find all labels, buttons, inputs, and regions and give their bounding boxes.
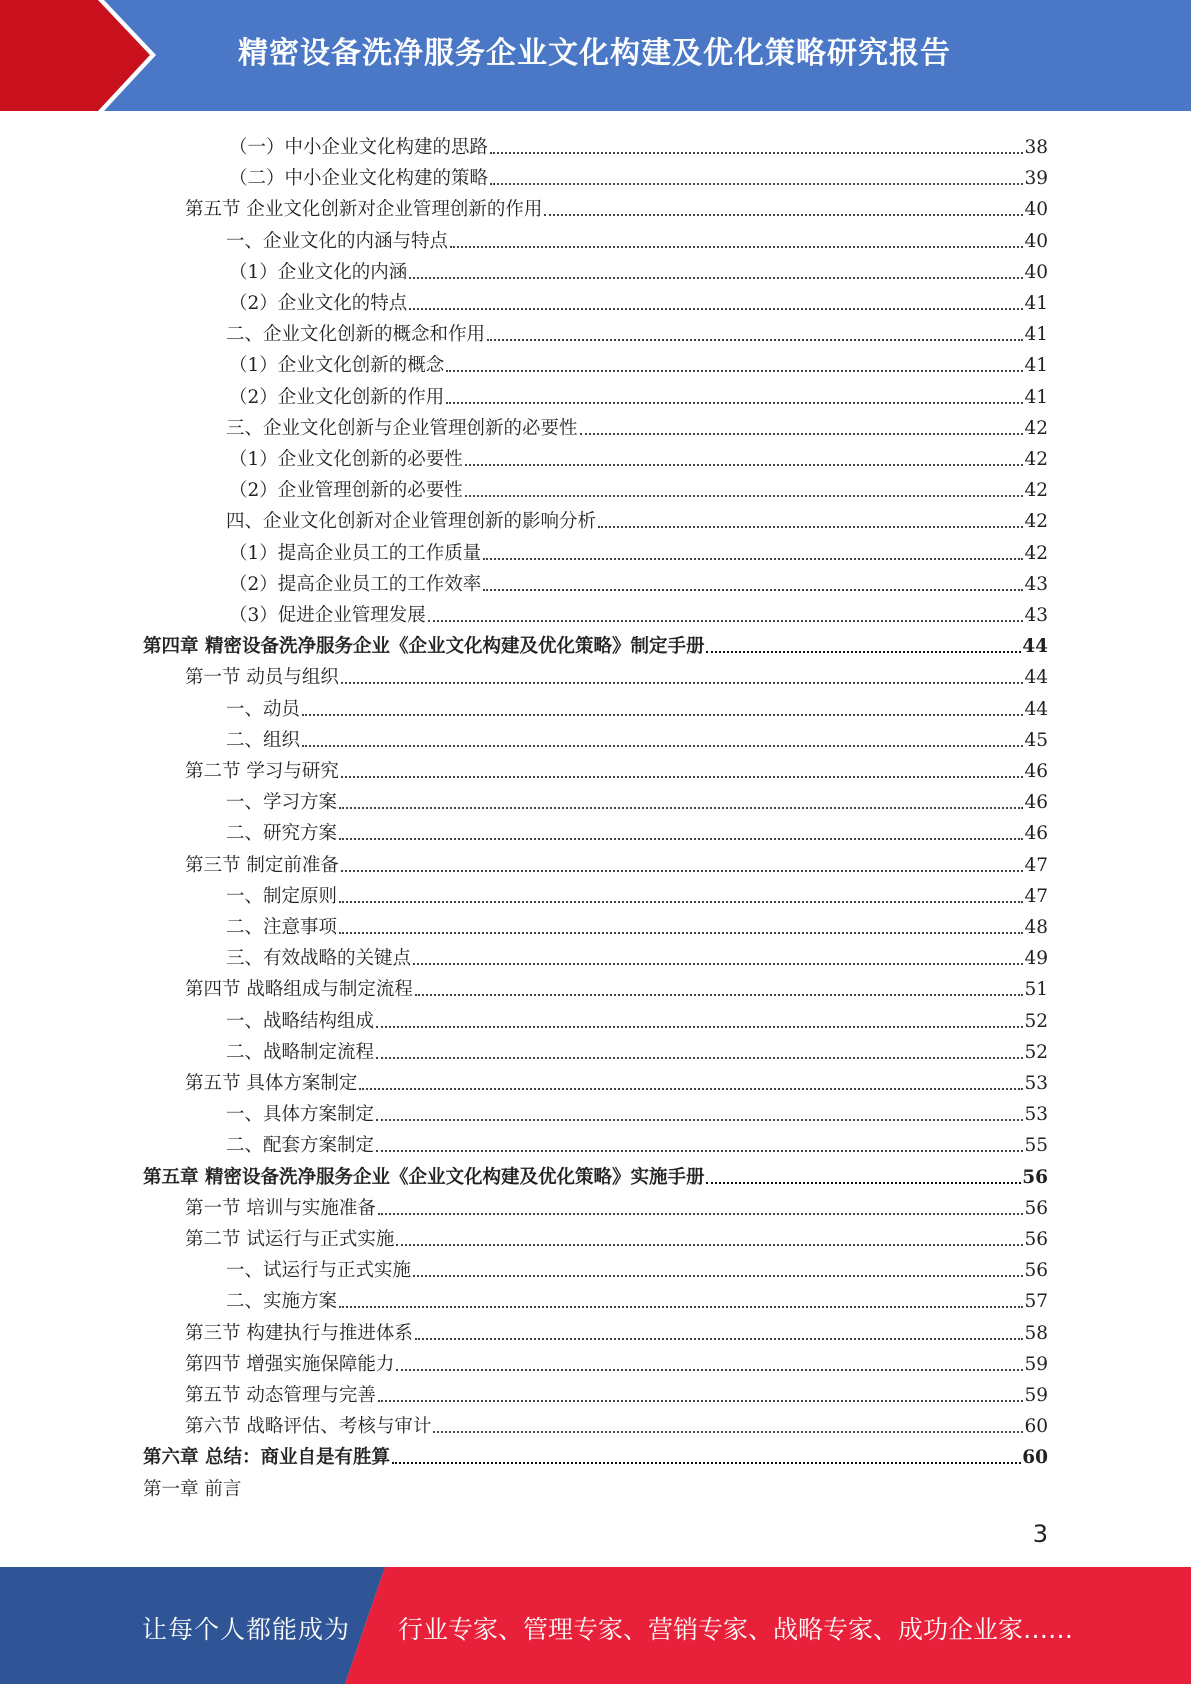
toc-entry-title: （1）企业文化创新的必要性 [229,449,463,470]
toc-entry-title: 二、配套方案制定 [226,1135,375,1156]
toc-entry[interactable] [226,721,1048,752]
toc-entry-page: 41 [1024,355,1048,376]
footer-slogan-left: 让每个人都能成为 [142,1615,351,1644]
toc-entry-title: 一、制定原则 [226,886,338,907]
toc-entry[interactable] [143,1438,1048,1469]
toc-dot-leader [376,1025,1023,1028]
toc-entry[interactable] [226,1282,1048,1313]
toc-entry-title: 三、企业文化创新与企业管理创新的必要性 [226,418,578,439]
toc-entry-title: 第一章 前言 [143,1479,242,1500]
toc-entry[interactable] [185,1220,1048,1251]
toc-entry-page: 46 [1024,792,1048,813]
toc-entry-title: （1）提高企业员工的工作质量 [229,543,482,564]
toc-entry-page: 52 [1024,1042,1048,1063]
toc-dot-leader [446,369,1023,372]
document-title: 精密设备洗净服务企业文化构建及优化策略研究报告 [238,36,951,71]
toc-dot-leader [339,931,1023,934]
toc-entry[interactable] [229,596,1048,627]
toc-entry[interactable] [226,1251,1048,1282]
toc-entry[interactable] [185,1345,1048,1376]
toc-entry[interactable] [185,1064,1048,1095]
toc-entry[interactable] [226,939,1048,970]
toc-dot-leader [706,650,1021,653]
toc-entry[interactable] [185,846,1048,877]
toc-dot-leader [378,1212,1024,1215]
toc-entry-title: 第一节 培训与实施准备 [185,1198,376,1219]
toc-dot-leader [544,213,1023,216]
toc-entry-title: 第四节 增强实施保障能力 [185,1354,395,1375]
toc-entry-title: 第三节 构建执行与推进体系 [185,1323,413,1344]
toc-entry-page: 49 [1024,948,1048,969]
toc-entry-title: （2）企业管理创新的必要性 [229,480,463,501]
toc-dot-leader [490,182,1023,185]
toc-entry-title: （二）中小企业文化构建的策略 [229,168,489,189]
toc-dot-leader [483,557,1023,560]
toc-entry-page: 44 [1022,636,1048,657]
toc-entry[interactable] [229,565,1048,596]
toc-dot-leader [465,463,1024,466]
toc-entry-title: 第二节 学习与研究 [185,761,339,782]
toc-entry-page: 40 [1024,199,1048,220]
toc-entry-page: 59 [1024,1385,1048,1406]
toc-entry[interactable] [229,128,1048,159]
toc-entry-page: 44 [1024,667,1048,688]
toc-entry-page: 56 [1024,1198,1048,1219]
toc-entry[interactable] [143,627,1048,658]
toc-entry-title: 第五节 具体方案制定 [185,1073,358,1094]
toc-dot-leader [450,245,1023,248]
toc-dot-leader [415,993,1024,996]
toc-entry-page: 47 [1024,886,1048,907]
toc-entry-page: 46 [1024,761,1048,782]
toc-entry[interactable] [229,471,1048,502]
toc-dot-leader [339,837,1023,840]
toc-dot-leader [413,1274,1023,1277]
toc-entry-title: 一、具体方案制定 [226,1104,375,1125]
toc-entry-title: 二、研究方案 [226,823,338,844]
toc-entry[interactable] [185,1314,1048,1345]
toc-entry[interactable] [226,1033,1048,1064]
toc-dot-leader [376,1149,1023,1152]
toc-entry[interactable] [229,253,1048,284]
toc-entry-title: 一、试运行与正式实施 [226,1260,412,1281]
toc-dot-leader [339,900,1023,903]
toc-entry-title: （2）提高企业员工的工作效率 [229,574,482,595]
toc-entry-title: 一、动员 [226,699,301,720]
toc-entry[interactable] [185,1407,1048,1438]
toc-entry[interactable] [185,970,1048,1001]
toc-entry-page: 38 [1024,137,1048,158]
toc-entry[interactable] [185,752,1048,783]
toc-entry-page: 57 [1024,1291,1048,1312]
toc-dot-leader [483,588,1023,591]
toc-entry-title: 一、企业文化的内涵与特点 [226,231,449,252]
toc-entry-title: 三、有效战略的关键点 [226,948,412,969]
toc-entry-page: 60 [1022,1447,1048,1468]
toc-dot-leader [341,869,1024,872]
toc-entry-page: 58 [1024,1323,1048,1344]
page-footer [0,1567,1191,1684]
toc-entry-title: （一）中小企业文化构建的思路 [229,137,489,158]
toc-dot-leader [392,1461,1021,1464]
toc-dot-leader [415,1337,1024,1340]
toc-entry[interactable] [185,658,1048,689]
toc-entry-title: 第二节 试运行与正式实施 [185,1229,395,1250]
toc-entry-title: 第五节 动态管理与完善 [185,1385,376,1406]
toc-entry-page: 42 [1024,418,1048,439]
toc-entry[interactable] [226,315,1048,346]
toc-dot-leader [465,494,1024,497]
toc-entry-title: 四、企业文化创新对企业管理创新的影响分析 [226,511,597,532]
toc-entry-page: 55 [1024,1135,1048,1156]
toc-entry-title: 二、组织 [226,730,301,751]
toc-entry-title: 二、实施方案 [226,1291,338,1312]
toc-dot-leader [409,307,1023,310]
toc-dot-leader [706,1181,1021,1184]
toc-entry[interactable] [185,1376,1048,1407]
toc-dot-leader [487,338,1023,341]
toc-entry[interactable] [226,502,1048,533]
toc-entry-page: 53 [1024,1073,1048,1094]
toc-dot-leader [428,619,1024,622]
toc-entry-title: 第四章 精密设备洗净服务企业《企业文化构建及优化策略》制定手册 [143,636,705,657]
toc-entry-page: 56 [1022,1167,1048,1188]
page-header [0,0,1191,111]
toc-entry[interactable] [185,1189,1048,1220]
toc-entry-page: 59 [1024,1354,1048,1375]
toc-entry-page: 51 [1024,979,1048,1000]
toc-entry[interactable] [143,1158,1048,1189]
toc-entry[interactable] [229,284,1048,315]
toc-entry-title: （2）企业文化创新的作用 [229,387,445,408]
toc-entry[interactable] [226,1095,1048,1126]
toc-entry[interactable] [226,908,1048,939]
toc-dot-leader [302,713,1023,716]
toc-entry-title: 第五节 企业文化创新对企业管理创新的作用 [185,199,543,220]
toc-entry[interactable] [226,1126,1048,1157]
toc-entry[interactable] [226,222,1048,253]
toc-entry[interactable] [226,814,1048,845]
toc-dot-leader [339,806,1023,809]
toc-entry-page: 53 [1024,1104,1048,1125]
toc-entry-title: 第六节 战略评估、考核与审计 [185,1416,432,1437]
toc-dot-leader [341,775,1024,778]
toc-entry-title: 第三节 制定前准备 [185,855,339,876]
toc-entry-title: 二、战略制定流程 [226,1042,375,1063]
toc-entry-title: 二、注意事项 [226,917,338,938]
toc-dot-leader [378,1399,1024,1402]
toc-dot-leader [433,1430,1023,1433]
toc-entry-title: 一、战略结构组成 [226,1011,375,1032]
toc-entry-title: 第五章 精密设备洗净服务企业《企业文化构建及优化策略》实施手册 [143,1167,705,1188]
toc-dot-leader [359,1087,1023,1090]
toc-dot-leader [396,1243,1023,1246]
toc-entry-title: 第四节 战略组成与制定流程 [185,979,413,1000]
toc-dot-leader [446,401,1023,404]
toc-dot-leader [341,681,1024,684]
footer-slogan-right: 行业专家、管理专家、营销专家、战略专家、成功企业家…… [398,1615,1074,1644]
toc-entry-page: 47 [1024,855,1048,876]
toc-entry-page: 42 [1024,543,1048,564]
toc-entry-page: 41 [1024,387,1048,408]
toc-entry-page: 40 [1024,262,1048,283]
toc-dot-leader [339,1305,1023,1308]
toc-dot-leader [376,1118,1023,1121]
toc-dot-leader [409,276,1023,279]
toc-entry-page: 43 [1024,574,1048,595]
toc-entry-title: （1）企业文化创新的概念 [229,355,445,376]
toc-entry-title: 一、学习方案 [226,792,338,813]
toc-entry[interactable] [229,378,1048,409]
toc-entry[interactable] [226,877,1048,908]
toc-dot-leader [302,744,1023,747]
toc-entry-page: 42 [1024,449,1048,470]
toc-entry-page: 43 [1024,605,1048,626]
toc-entry[interactable] [185,190,1048,221]
toc-entry[interactable] [226,1002,1048,1033]
toc-entry-title: （2）企业文化的特点 [229,293,408,314]
toc-dot-leader [413,962,1023,965]
toc-dot-leader [376,1056,1023,1059]
toc-entry[interactable] [143,1470,1048,1501]
toc-entry-page: 56 [1024,1229,1048,1250]
toc-entry-page: 45 [1024,730,1048,751]
toc-entry-page: 56 [1024,1260,1048,1281]
toc-entry-title: 第一节 动员与组织 [185,667,339,688]
toc-entry[interactable] [226,409,1048,440]
toc-entry-title: 第六章 总结：商业自是有胜算 [143,1447,390,1468]
toc-entry-title: 二、企业文化创新的概念和作用 [226,324,486,345]
toc-entry[interactable] [229,534,1048,565]
toc-entry[interactable] [229,159,1048,190]
toc-entry-page: 52 [1024,1011,1048,1032]
toc-entry-page: 42 [1024,511,1048,532]
toc-entry-page: 41 [1024,293,1048,314]
toc-entry-page: 46 [1024,823,1048,844]
page-number: 3 [1032,1520,1048,1548]
toc-entry[interactable] [226,783,1048,814]
toc-entry-page: 44 [1024,699,1048,720]
toc-entry[interactable] [229,440,1048,471]
toc-dot-leader [598,525,1023,528]
toc-dot-leader [396,1368,1023,1371]
toc-entry-page: 41 [1024,324,1048,345]
toc-entry-page: 39 [1024,168,1048,189]
toc-entry-title: （1）企业文化的内涵 [229,262,408,283]
toc-entry-title: （3）促进企业管理发展 [229,605,426,626]
toc-dot-leader [490,151,1023,154]
toc-entry-page: 42 [1024,480,1048,501]
toc-entry[interactable] [229,346,1048,377]
toc-entry-page: 60 [1024,1416,1048,1437]
toc-entry[interactable] [226,690,1048,721]
toc-dot-leader [580,432,1024,435]
toc-entry-page: 40 [1024,231,1048,252]
toc-entry-page: 48 [1024,917,1048,938]
